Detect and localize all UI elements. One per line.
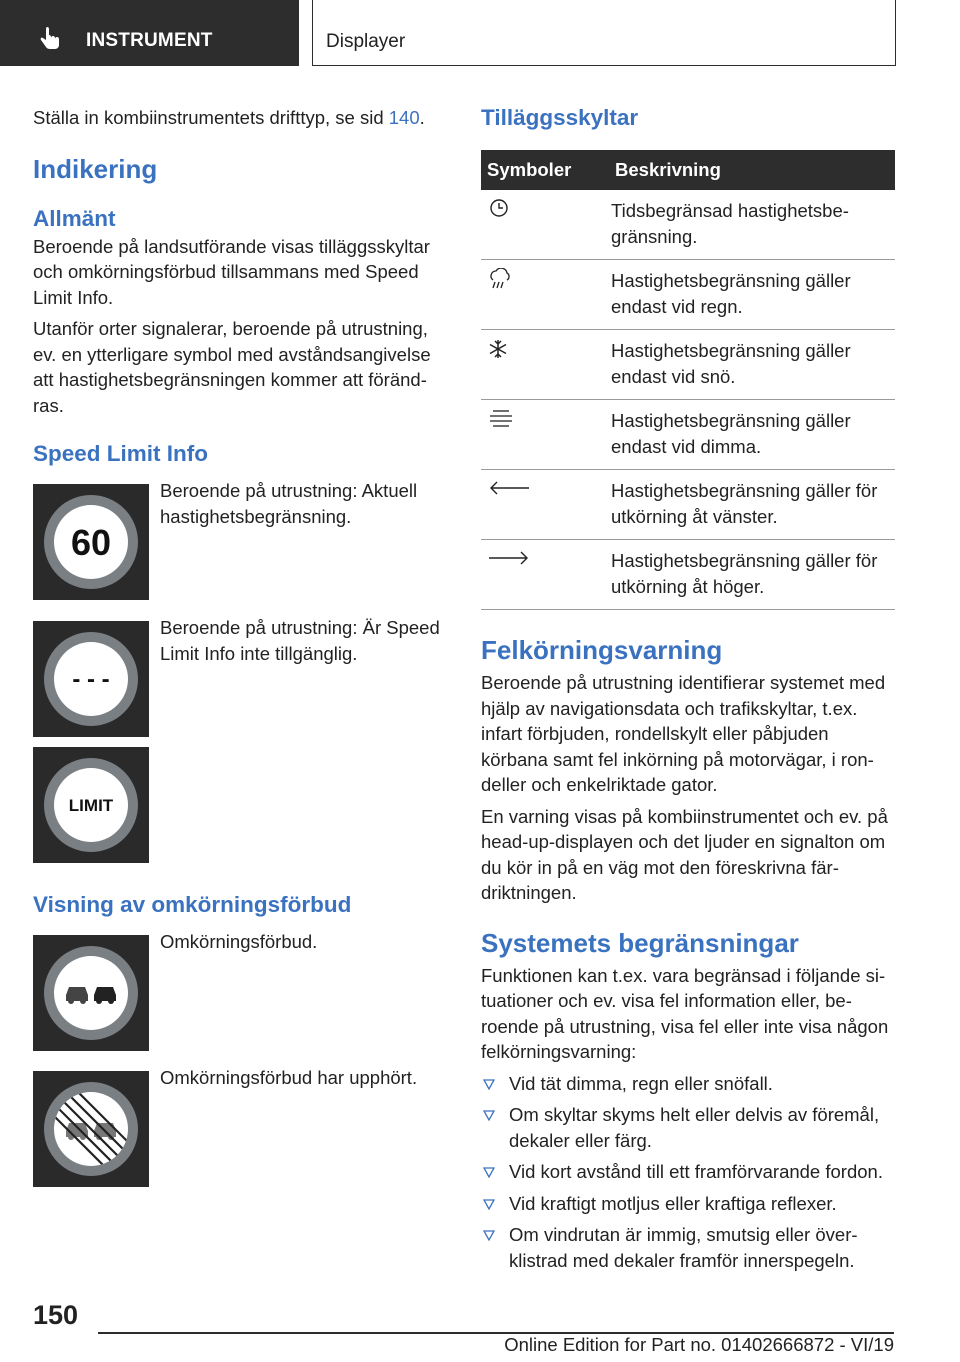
speed-sign-image [33, 747, 149, 863]
speed-item-text: Beroende på utrustning: Är Speed Limit Info inte tillgänglig. [160, 617, 440, 664]
list-item: Om vindrutan är immig, smutsig eller överklistrad med dekaler framför innerspegeln. [481, 1222, 895, 1273]
table-row [481, 260, 895, 330]
overtake-item-ban [33, 931, 443, 1051]
speed-sign-image [33, 621, 149, 737]
row-description: Tidsbegränsad hastighetsbegränsning. [611, 190, 895, 260]
fog-icon [487, 408, 515, 430]
speed-item-60 [33, 480, 443, 600]
allmant-heading: Allmänt [33, 205, 116, 231]
speed-item-unavailable [33, 617, 443, 737]
symbol-table [481, 150, 895, 610]
table-row [481, 470, 895, 540]
list-item: Vid tät dimma, regn eller snöfall. [481, 1071, 895, 1097]
allmant-paragraph-2: Utanför orter signalerar, beroende på utrustning, ev. en ytterligare symbol med avståndsangivelse att hastighetsbegränsningen kommer att förändras. [33, 318, 431, 416]
pointing-hand-icon [36, 26, 64, 54]
subsection-header [312, 0, 896, 66]
limitations-list [481, 1071, 895, 1274]
table-row [481, 190, 895, 260]
allmant-paragraph-1: Beroende på landsutförande visas tilläggsskyltar och omkörningsförbud tillsammans med Speed Limit Info. [33, 235, 430, 308]
overtake-heading: Visning av omkörningsförbud [33, 892, 352, 917]
left-column [33, 104, 443, 1187]
speed-60-icon [33, 484, 149, 600]
subsection-label: Displayer [326, 31, 406, 52]
section-label: INSTRUMENT [86, 30, 213, 51]
triangle-bullet-icon [483, 1198, 495, 1210]
intro-paragraph: Ställa in kombiinstrumentets drifttyp, se sid 140. [33, 107, 425, 128]
triangle-bullet-icon [483, 1229, 495, 1241]
end-no-overtaking-icon [33, 1071, 149, 1187]
felkorning-paragraph-2: En varning visas på kombiinstrumentet och ev. på head-up-displayen och det ljuder en signalton om du kör in på en väg mot den föreskrivna färdriktningen. [481, 805, 888, 903]
page-link[interactable]: 140 [388, 107, 420, 128]
overtake-item-text: Omkörningsförbud har upphört. [160, 1067, 418, 1088]
table-header-row [481, 150, 895, 190]
arrow-left-icon [487, 478, 531, 498]
overtake-sign-image [33, 1071, 149, 1187]
speed-item-text: Beroende på utrustning: Aktuell hastighetsbegränsning. [160, 480, 418, 527]
row-description: Hastighetsbegränsning gäller för utkörning åt vänster. [611, 470, 895, 540]
speed-unknown-icon [33, 621, 149, 737]
svg-text:- - -: - - - [72, 666, 110, 693]
table-row [481, 540, 895, 610]
footer-edition: Online Edition for Part no. 01402666872 - VI/19 [504, 1334, 894, 1355]
triangle-bullet-icon [483, 1109, 495, 1121]
row-description: Hastighetsbegränsning gäller för utkörning åt höger. [611, 540, 895, 610]
list-item: Vid kraftigt motljus eller kraftiga reflexer. [481, 1191, 895, 1217]
limit-icon [33, 747, 149, 863]
table-header-description: Beskrivning [611, 150, 895, 190]
right-column [481, 104, 895, 1279]
speed-limit-heading: Speed Limit Info [33, 441, 209, 466]
no-overtaking-icon [33, 935, 149, 1051]
svg-text:60: 60 [70, 522, 112, 563]
system-limits-paragraph: Funktionen kan t.ex. vara begränsad i följande situationer och ev. visa fel information eller, beroende på utrustning, visa fel eller inte visa någon felkörningsvarning: [481, 964, 889, 1062]
table-row [481, 330, 895, 400]
felkorning-paragraph-1: Beroende på utrustning identifierar systemet med hjälp av navigationsdata och trafikskyltar, t.ex. infart förbjuden, rondellskylt eller påbjuden körbana samt fel inkörning på motorvägar, i rondeller och enkelriktade gator. [481, 672, 886, 795]
overtake-sign-image [33, 935, 149, 1051]
triangle-bullet-icon [483, 1078, 495, 1090]
row-description: Hastighetsbegränsning gäller endast vid snö. [611, 330, 895, 400]
page-number: 150 [33, 1300, 79, 1330]
tillagg-heading: Tilläggsskyltar [481, 105, 639, 130]
clock-icon [487, 198, 511, 218]
rain-icon [487, 268, 513, 290]
overtake-item-end [33, 1067, 443, 1187]
row-description: Hastighetsbegränsning gäller endast vid regn. [611, 260, 895, 330]
row-description: Hastighetsbegränsning gäller endast vid dimma. [611, 400, 895, 470]
system-limits-heading: Systemets begränsningar [481, 927, 799, 958]
section-tab [0, 0, 299, 66]
speed-item-limit [33, 747, 443, 863]
svg-text:LIMIT: LIMIT [68, 796, 114, 815]
list-item: Vid kort avstånd till ett framförvarande fordon. [481, 1159, 895, 1185]
snow-icon [487, 338, 509, 360]
triangle-bullet-icon [483, 1166, 495, 1178]
overtake-item-text: Omkörningsförbud. [160, 931, 318, 952]
felkorning-heading: Felkörningsvarning [481, 635, 723, 665]
list-item: Om skyltar skyms helt eller delvis av föremål, dekaler eller färg. [481, 1102, 895, 1153]
table-header-symbols: Symboler [481, 150, 611, 190]
speed-sign-image [33, 484, 149, 600]
table-row [481, 400, 895, 470]
indikering-heading: Indikering [33, 153, 158, 184]
arrow-right-icon [487, 548, 531, 568]
